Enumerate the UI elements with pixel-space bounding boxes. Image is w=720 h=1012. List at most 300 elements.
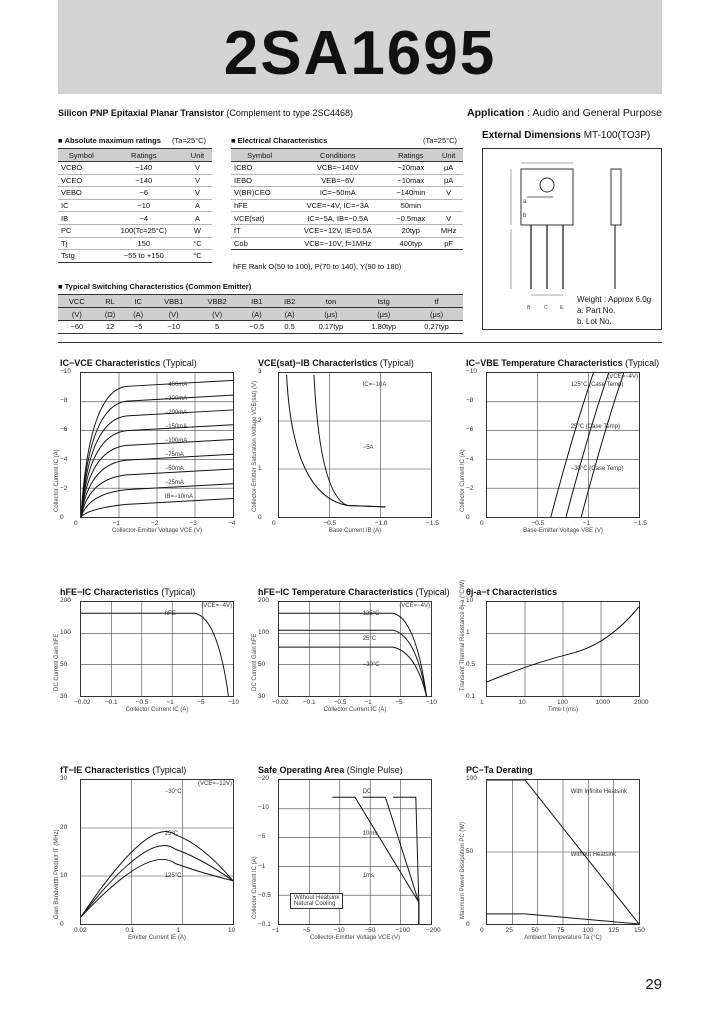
- y-axis-label: Maximum Power Dissipation PC (W): [460, 821, 466, 919]
- abs-cell: −140: [105, 162, 183, 175]
- abs-cell: V: [183, 162, 212, 175]
- graph-title: θj-a−t Characteristics: [466, 587, 558, 597]
- curve-label: 125°C (Case Temp): [570, 382, 624, 388]
- plot-svg: [487, 602, 639, 696]
- elec-cell: μA: [434, 162, 463, 175]
- elec-header-cell: Ratings: [387, 149, 434, 162]
- sw-value-cell: −60: [58, 321, 96, 334]
- application-value: : Audio and General Purpose: [527, 107, 662, 119]
- y-axis-label: DC Current Gain hFE: [54, 633, 60, 691]
- abs-cell: °C: [183, 250, 212, 263]
- curve-line: [279, 613, 426, 696]
- x-tick: −0.02: [272, 699, 289, 706]
- elec-cell: MHz: [434, 224, 463, 237]
- y-axis-label: Collector-Emitter Saturation Voltage VCE(sat) (V): [252, 380, 258, 512]
- abs-cell: −55 to +150: [105, 250, 183, 263]
- x-tick: −1: [272, 927, 280, 934]
- x-axis-label: Ambient Temperature Ta (°C): [524, 935, 602, 941]
- x-tick: 100: [582, 927, 594, 934]
- x-tick: −0.5: [135, 699, 149, 706]
- curve-label: 125°C: [362, 611, 380, 617]
- svg-text:C: C: [544, 305, 548, 311]
- sw-header-cell: tf: [410, 295, 463, 308]
- plot-svg: [81, 780, 233, 924]
- curve-label: −25mA: [164, 480, 184, 486]
- graph-condition: (VCE=−4V): [399, 603, 430, 609]
- y-tick: −10: [258, 804, 270, 812]
- sw-value-cell: −0.5: [239, 321, 275, 334]
- elec-cell: V(BR)CEO: [231, 187, 288, 200]
- x-tick: −10: [426, 699, 438, 706]
- x-tick: 10: [518, 699, 526, 706]
- device-type: Silicon PNP Epitaxial Planar Transistor: [58, 108, 224, 118]
- elec-cell: 50min: [387, 199, 434, 212]
- sw-header-cell: VBB2: [195, 295, 238, 308]
- graph-vce-ib: [252, 358, 439, 538]
- elec-cell: 400typ: [387, 237, 434, 250]
- x-tick: −1: [166, 699, 174, 706]
- x-tick: −2: [151, 520, 159, 527]
- sw-header-cell: VCC: [58, 295, 96, 308]
- external-dims-title: External Dimensions MT-100(TO3P): [482, 130, 651, 141]
- x-tick: 0: [480, 927, 484, 934]
- abs-header-cell: Ratings: [105, 149, 183, 162]
- x-tick: 0: [74, 520, 78, 527]
- elec-cond: (Ta=25°C): [423, 136, 458, 145]
- curve-label: −150mA: [164, 424, 188, 430]
- y-tick: 50: [60, 661, 68, 668]
- elec-cell: 20typ: [387, 224, 434, 237]
- device-description: [58, 108, 353, 118]
- x-tick: 125: [608, 927, 620, 934]
- elec-row: [231, 162, 463, 175]
- plot-area: [80, 372, 234, 518]
- elec-cell: −140min: [387, 187, 434, 200]
- svg-text:a: a: [523, 199, 527, 205]
- abs-row: [58, 224, 212, 237]
- x-tick: −0.5: [323, 520, 337, 527]
- abs-cell: VCEO: [58, 174, 105, 187]
- sw-header-cell: VBB1: [152, 295, 195, 308]
- x-axis-label: Emitter Current IE (A): [128, 935, 186, 941]
- x-axis-label: Base Current IB (A): [328, 528, 382, 534]
- graph-ft-ie: [54, 765, 240, 945]
- graph-soa: [252, 765, 441, 945]
- curve-label: 25°C: [164, 831, 179, 837]
- abs-max-title: ■ Absolute maximum ratings: [58, 136, 161, 145]
- curve-label: Without Heatsink: [570, 852, 617, 858]
- y-tick: 30: [60, 693, 68, 700]
- graph-ic-vbe: [460, 358, 660, 538]
- y-tick: −4: [60, 455, 68, 463]
- curve-line: [363, 797, 419, 924]
- y-tick: −1: [258, 862, 266, 870]
- sw-header-cell: IC: [124, 295, 152, 308]
- graph-title: IC−VBE Temperature Characteristics (Typical): [466, 358, 660, 368]
- curve-line: [581, 373, 624, 517]
- sw-value-cell: 0.17typ: [305, 321, 358, 334]
- sw-value-cell: 12: [96, 321, 125, 334]
- x-tick: −1: [364, 699, 372, 706]
- x-tick: 1: [176, 927, 181, 934]
- abs-cell: −6: [105, 187, 183, 200]
- plot-area: [278, 601, 432, 697]
- plot-area: [80, 601, 234, 697]
- graph-ic-vce: [54, 358, 240, 538]
- package-name: MT-100(TO3P): [583, 130, 651, 141]
- y-tick: −8: [466, 397, 474, 405]
- curve-label: 10ms: [362, 831, 378, 837]
- curve-label: −30°C: [362, 661, 380, 668]
- sw-unit-cell: (Ω): [96, 308, 125, 321]
- graph-title: fT−IE Characteristics (Typical): [60, 765, 187, 775]
- plot-area: [486, 779, 640, 925]
- y-tick: 50: [466, 848, 474, 855]
- sw-unit-cell: (μs): [410, 308, 463, 321]
- x-tick: −1.5: [426, 520, 439, 527]
- plot-area: [486, 601, 640, 697]
- x-axis-label: Time t (ms): [547, 707, 579, 713]
- sw-unit-cell: (V): [58, 308, 96, 321]
- elec-cell: −10max: [387, 162, 434, 175]
- header-band: [58, 0, 662, 94]
- y-tick: −6: [60, 426, 68, 434]
- x-tick: 150: [634, 927, 645, 934]
- graph-theta: [460, 579, 649, 717]
- x-tick: 75: [557, 927, 565, 934]
- graph-title: VCE(sat)−IB Characteristics (Typical): [258, 358, 414, 368]
- curve-line: [314, 375, 385, 507]
- svg-text:B: B: [527, 305, 531, 311]
- curve-label: −50mA: [164, 466, 184, 472]
- legend-part-no: a. Part No.: [577, 306, 616, 315]
- elec-cell: VEB=−6V: [288, 174, 387, 187]
- abs-cell: Tstg: [58, 250, 105, 263]
- abs-row: [58, 174, 212, 187]
- abs-cell: −10: [105, 199, 183, 212]
- x-axis-label: Collector Current IC (A): [323, 707, 387, 713]
- y-tick: −4: [466, 455, 474, 463]
- plot-svg: [279, 602, 431, 696]
- elec-cell: VCB=−140V: [288, 162, 387, 175]
- curve-label: 1ms: [362, 873, 375, 879]
- abs-cell: V: [183, 174, 212, 187]
- graph-title: Safe Operating Area (Single Pulse): [258, 765, 403, 775]
- curve-line: [279, 647, 426, 696]
- curve-line: [279, 630, 426, 696]
- package-drawing: [482, 148, 662, 330]
- curve-label: IB=−10mA: [164, 494, 194, 500]
- curve-label: −5A: [362, 445, 374, 451]
- elec-row: [231, 237, 463, 250]
- x-tick: −0.1: [104, 699, 118, 706]
- abs-row: [58, 187, 212, 200]
- curve-label: 125°C: [164, 873, 182, 879]
- graph-title: hFE−IC Temperature Characteristics (Typical): [258, 587, 450, 597]
- curve-label: IC=−10A: [362, 382, 387, 388]
- curve-label: −300mA: [164, 396, 188, 402]
- x-tick: 0.1: [125, 927, 135, 934]
- y-axis-label: Collector Current IC (A): [460, 449, 466, 512]
- y-tick: −10: [60, 368, 72, 375]
- abs-max-table: [58, 148, 212, 263]
- y-tick: 2: [258, 416, 262, 424]
- soa-legend: [290, 893, 343, 909]
- abs-cell: 100(Tc=25°C): [105, 224, 183, 237]
- abs-cell: A: [183, 212, 212, 225]
- x-axis-label: Base-Emitter Voltage VBE (V): [523, 528, 603, 534]
- x-tick: −0.02: [74, 699, 91, 706]
- plot-svg: [279, 373, 431, 517]
- graph-condition: (VCE=−12V): [197, 781, 232, 787]
- x-tick: −5: [197, 699, 205, 706]
- x-tick: −0.5: [333, 699, 347, 706]
- y-tick: 0: [60, 921, 64, 928]
- graph-hfe-ic-temp: [252, 587, 450, 717]
- sw-value-cell: −10: [152, 321, 195, 334]
- svg-text:b: b: [523, 213, 527, 219]
- x-tick: 25: [505, 927, 513, 934]
- y-tick: 1: [466, 629, 470, 636]
- curve-label: −200mA: [164, 410, 188, 416]
- sw-header-cell: IB1: [239, 295, 275, 308]
- y-tick: 10: [60, 872, 68, 880]
- abs-row: [58, 250, 212, 263]
- abs-cell: VEBO: [58, 187, 105, 200]
- abs-cell: IC: [58, 199, 105, 212]
- complement-note: (Complement to type 2SC4468): [226, 108, 353, 118]
- elec-cell: [434, 199, 463, 212]
- y-tick: −10: [466, 368, 478, 375]
- elec-cell: Cob: [231, 237, 288, 250]
- sw-unit-cell: (μs): [305, 308, 358, 321]
- elec-cell: ICBO: [231, 162, 288, 175]
- sw-unit-cell: (A): [124, 308, 152, 321]
- sw-unit-cell: (V): [195, 308, 238, 321]
- curve-line: [81, 613, 228, 696]
- application-line: [467, 107, 662, 119]
- curve-line: [81, 832, 233, 917]
- elec-cell: IC=−50mA: [288, 187, 387, 200]
- legend-lot-no: b. Lot No.: [577, 317, 612, 326]
- x-tick: 2000: [634, 699, 649, 706]
- abs-cell: −4: [105, 212, 183, 225]
- curve-line: [81, 859, 233, 916]
- y-tick: −8: [60, 397, 68, 405]
- x-tick: 1: [480, 699, 484, 706]
- elec-cell: −10max: [387, 174, 434, 187]
- section-divider: [58, 342, 662, 343]
- curve-label: hFE: [164, 611, 176, 617]
- abs-cell: Tj: [58, 237, 105, 250]
- graph-condition: (VCE=−4V): [201, 603, 232, 609]
- abs-row: [58, 162, 212, 175]
- abs-cell: −140: [105, 174, 183, 187]
- soa-legend-item: Natural Cooling: [294, 900, 336, 907]
- elec-cell: VCB=−10V, f=1MHz: [288, 237, 387, 250]
- elec-header-cell: Unit: [434, 149, 463, 162]
- curve-label: −75mA: [164, 452, 184, 458]
- x-tick: 10: [228, 927, 236, 934]
- sw-value-cell: −5: [124, 321, 152, 334]
- hfe-rank: hFE Rank O(50 to 100), P(70 to 140), Y(90 to 180): [233, 262, 402, 271]
- curve-label: −30°C: [164, 789, 182, 795]
- curve-line: [81, 845, 233, 916]
- x-tick: 0.02: [74, 927, 87, 934]
- sw-value-cell: 0.27typ: [410, 321, 463, 334]
- curve-label: 25°C (Case Temp): [570, 424, 620, 430]
- sw-header-cell: tstg: [357, 295, 410, 308]
- y-tick: 100: [258, 629, 269, 636]
- elec-cell: pF: [434, 237, 463, 250]
- sw-unit-cell: (A): [239, 308, 275, 321]
- y-tick: −6: [466, 426, 474, 434]
- y-tick: 10: [466, 597, 474, 604]
- y-axis-label: Transient Thermal Resistance θj-a (°C/W): [460, 579, 466, 691]
- sw-value-cell: 1.80typ: [357, 321, 410, 334]
- elec-cell: IC=−5A, IB=−0.5A: [288, 212, 387, 225]
- x-tick: −10: [228, 699, 240, 706]
- elec-cell: V: [434, 187, 463, 200]
- y-tick: −0.1: [258, 921, 271, 928]
- switching-title: ■ Typical Switching Characteristics (Common Emitter): [58, 282, 252, 291]
- x-tick: −0.1: [302, 699, 316, 706]
- y-tick: 0: [466, 921, 470, 928]
- curve-label: −100mA: [164, 438, 188, 444]
- x-tick: −1: [582, 520, 591, 527]
- x-tick: −1.5: [634, 520, 647, 527]
- graph-hfe-ic: [54, 587, 240, 717]
- x-axis-label: Collector Current IC (A): [125, 707, 189, 713]
- sw-unit-cell: (A): [275, 308, 305, 321]
- y-tick: 3: [258, 368, 262, 375]
- elec-cell: V: [434, 212, 463, 225]
- abs-header-cell: Unit: [183, 149, 212, 162]
- abs-cell: IB: [58, 212, 105, 225]
- plot-svg: [81, 373, 233, 517]
- y-tick: −5: [258, 833, 266, 841]
- elec-cell: fT: [231, 224, 288, 237]
- graph-title: PC−Ta Derating: [466, 765, 533, 775]
- application-label: Application: [467, 107, 525, 119]
- elec-row: [231, 199, 463, 212]
- abs-row: [58, 237, 212, 250]
- y-axis-label: Collector Current IC (A): [252, 856, 258, 919]
- curve-label: DC: [362, 789, 372, 795]
- elec-cell: hFE: [231, 199, 288, 212]
- elec-cell: μA: [434, 174, 463, 187]
- abs-cell: 150: [105, 237, 183, 250]
- abs-cell: °C: [183, 237, 212, 250]
- x-tick: −10: [333, 927, 345, 934]
- abs-cell: PC: [58, 224, 105, 237]
- abs-cell: W: [183, 224, 212, 237]
- x-tick: −5: [302, 927, 311, 934]
- elec-cell: IEBO: [231, 174, 288, 187]
- y-axis-label: Collector Current IC (A): [54, 449, 60, 512]
- curve-line: [287, 375, 386, 507]
- y-tick: −2: [466, 484, 474, 492]
- y-tick: −20: [258, 775, 270, 782]
- graph-title: hFE−IC Characteristics (Typical): [60, 587, 196, 597]
- elec-cell: VCE=−12V, IE=0.5A: [288, 224, 387, 237]
- y-tick: 0.1: [466, 693, 476, 700]
- sw-header-cell: ton: [305, 295, 358, 308]
- page-number: 29: [645, 976, 662, 993]
- y-tick: 50: [258, 661, 266, 668]
- y-tick: −0.5: [258, 891, 271, 899]
- sw-value-cell: 0.5: [275, 321, 305, 334]
- elec-cell: VCE=−4V, IC=−3A: [288, 199, 387, 212]
- y-axis-label: Gain Bandwidth Product fT (MHz): [54, 829, 60, 919]
- abs-header-cell: Symbol: [58, 149, 105, 162]
- graph-title: IC−VCE Characteristics (Typical): [60, 358, 197, 368]
- x-tick: 0: [480, 520, 484, 527]
- sw-unit-cell: (V): [152, 308, 195, 321]
- y-tick: 30: [258, 693, 266, 700]
- y-tick: 200: [258, 597, 269, 604]
- y-tick: 30: [60, 775, 68, 782]
- elec-title: ■ Electrical Characteristics: [231, 136, 328, 145]
- abs-row: [58, 212, 212, 225]
- y-tick: 100: [466, 775, 477, 782]
- elec-header-cell: Symbol: [231, 149, 288, 162]
- x-tick: 0: [272, 520, 276, 527]
- curve-label: 25°C: [362, 636, 377, 643]
- x-tick: −200: [426, 927, 441, 934]
- elec-cell: VCE(sat): [231, 212, 288, 225]
- plot-svg: [81, 602, 233, 696]
- plot-area: [486, 372, 640, 518]
- soa-legend-item: Without Heatsink: [294, 894, 340, 901]
- y-tick: 0: [60, 514, 64, 521]
- abs-max-cond: (Ta=25°C): [172, 136, 207, 145]
- abs-cell: A: [183, 199, 212, 212]
- elec-row: [231, 224, 463, 237]
- x-axis-label: Collector-Emitter Voltage VCE (V): [111, 528, 203, 534]
- x-tick: −1: [112, 520, 120, 527]
- part-number-title: 2SA1695: [223, 19, 497, 88]
- graph-condition: (VCE=−4V): [607, 374, 638, 380]
- graph-pc-ta: [460, 765, 646, 945]
- y-axis-label: DC Current Gain hFE: [252, 633, 258, 691]
- y-tick: 0.5: [466, 661, 476, 668]
- plot-area: [278, 372, 432, 518]
- sw-value-cell: 5: [195, 321, 238, 334]
- x-tick: −1.0: [374, 520, 388, 527]
- sw-unit-cell: (μs): [357, 308, 410, 321]
- abs-cell: VCBO: [58, 162, 105, 175]
- x-tick: −100: [395, 927, 410, 934]
- abs-row: [58, 199, 212, 212]
- x-tick: −3: [189, 520, 197, 527]
- plot-svg: [487, 780, 639, 924]
- switching-table: [58, 294, 463, 334]
- curve-label: −30°C (Case Temp): [570, 466, 624, 472]
- x-tick: −0.5: [531, 520, 545, 527]
- y-tick: 0: [258, 514, 262, 521]
- elec-row: [231, 174, 463, 187]
- y-tick: 200: [60, 597, 71, 604]
- sw-header-cell: RL: [96, 295, 125, 308]
- svg-text:E: E: [560, 305, 564, 311]
- elec-header-cell: Conditions: [288, 149, 387, 162]
- weight-note: Weight : Approx 6.0g: [577, 295, 652, 304]
- y-tick: 20: [60, 823, 68, 831]
- sw-header-cell: IB2: [275, 295, 305, 308]
- x-tick: 100: [557, 699, 568, 706]
- elec-cell: −0.5max: [387, 212, 434, 225]
